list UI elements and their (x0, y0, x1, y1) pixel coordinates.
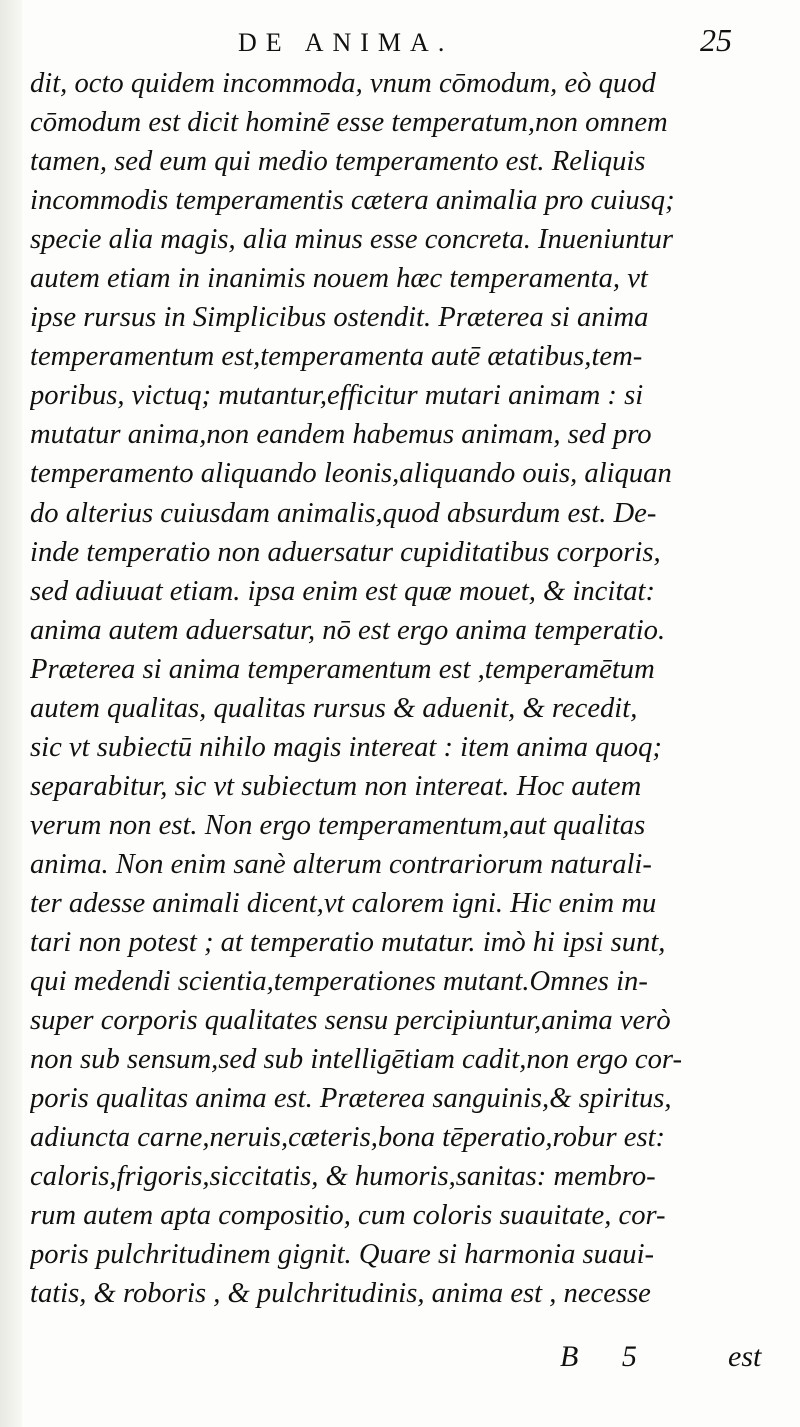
text-line: verum non est. Non ergo temperamentum,aut qualitas (30, 809, 646, 841)
text-line: temperamento aliquando leonis,aliquando ouis, aliquan (30, 458, 672, 490)
text-line: do alterius cuiusdam animalis,quod absurdum est. De- (30, 497, 657, 529)
text-line: non sub sensum,sed sub intelligētiam cadit,non ergo cor- (30, 1044, 682, 1076)
running-head (0, 22, 800, 62)
text-line: inde temperatio non aduersatur cupiditatibus corporis, (30, 536, 661, 568)
text-line: cōmodum est dicit hominē esse temperatum,non omnem (30, 107, 668, 139)
text-line: Præterea si anima temperamentum est ,temperamētum (30, 653, 655, 685)
page-number: 25 (700, 22, 732, 58)
text-line: specie alia magis, alia minus esse concreta. Inueniuntur (30, 224, 673, 256)
text-line: incommodis temperamentis cætera animalia pro cuiusq; (30, 185, 675, 217)
signature-mark: B 5 (560, 1340, 655, 1373)
text-line: rum autem apta compositio, cum coloris suauitate, cor- (30, 1200, 666, 1232)
text-line: ipse rursus in Simplicibus ostendit. Præterea si anima (30, 302, 649, 334)
text-line: tatis, & roboris , & pulchritudinis, anima est , necesse (30, 1278, 651, 1310)
text-line: temperamentum est,temperamenta autē ætatibus,tem- (30, 341, 643, 373)
text-line: sic vt subiectū nihilo magis intereat : item anima quoq; (30, 731, 662, 763)
text-line: dit, octo quidem incommoda, vnum cōmodum, eò quod (30, 68, 656, 99)
text-line: tari non potest ; at temperatio mutatur. imò hi ipsi sunt, (30, 927, 666, 959)
text-line: caloris,frigoris,siccitatis, & humoris,sanitas: membro- (30, 1161, 656, 1193)
text-line: super corporis qualitates sensu percipiuntur,anima verò (30, 1005, 671, 1037)
text-line: poris qualitas anima est. Præterea sanguinis,& spiritus, (30, 1083, 672, 1115)
text-line: qui medendi scientia,temperationes mutant.Omnes in- (30, 966, 648, 998)
page-footer (0, 1340, 800, 1390)
text-line: poris pulchritudinem gignit. Quare si harmonia suaui- (30, 1239, 655, 1271)
text-line: autem qualitas, qualitas rursus & aduenit, & recedit, (30, 692, 638, 724)
text-line: poribus, victuq; mutantur,efficitur mutari animam : si (30, 380, 644, 412)
text-line: adiuncta carne,neruis,cæteris,bona tēperatio,robur est: (30, 1122, 666, 1154)
binding-gutter (0, 0, 22, 1427)
text-line: anima autem aduersatur, nō est ergo anima temperatio. (30, 614, 666, 646)
catchword: est (728, 1340, 762, 1373)
text-line: sed adiuuat etiam. ipsa enim est quæ mouet, & incitat: (30, 575, 656, 607)
body-text (30, 64, 780, 1314)
running-title: DE ANIMA. (238, 28, 454, 57)
text-line: ter adesse animali dicent,vt calorem igni. Hic enim mu (30, 887, 657, 919)
text-line: tamen, sed eum qui medio temperamento est. Reliquis (30, 146, 646, 178)
text-line: anima. Non enim sanè alterum contrariorum naturali- (30, 848, 652, 880)
text-line: separabitur, sic vt subiectum non intereat. Hoc autem (30, 770, 642, 802)
text-line: mutatur anima,non eandem habemus animam, sed pro (30, 419, 652, 451)
text-line: autem etiam in inanimis nouem hæc temperamenta, vt (30, 263, 648, 295)
